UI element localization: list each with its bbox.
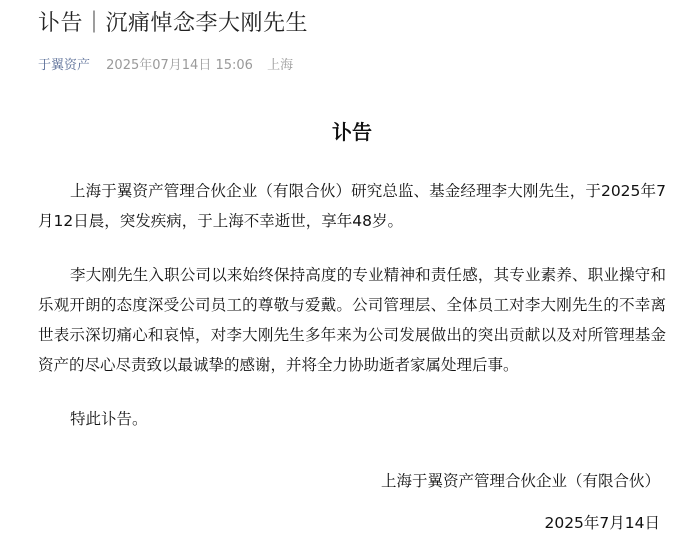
publish-location: 上海 (267, 58, 294, 73)
author-link[interactable]: 于翼资产 (38, 58, 91, 73)
notice-paragraph-2: 李大刚先生入职公司以来始终保持高度的专业精神和责任感，其专业素养、职业操守和乐观开朗的态度深受公司员工的尊敬与爱戴。公司管理层、全体员工对李大刚先生的不幸离世表示深切痛心和哀悼，对李大刚先生多年来为公司发展做出的突出贡献以及对所管理基金资产的尽心尽责致以最诚挚的感谢，并将全力协助逝者家属处理后事。 (38, 266, 666, 374)
notice-closing: 特此讣告。 (70, 410, 148, 428)
notice-body (38, 116, 666, 538)
signature-date: 2025年7月14日 (544, 514, 660, 532)
article-header (38, 8, 680, 73)
notice-paragraph-1: 上海于翼资产管理合伙企业（有限合伙）研究总监、基金经理李大刚先生，于2025年7月12日晨，突发疾病，于上海不幸逝世，享年48岁。 (38, 182, 666, 230)
signature-block (38, 466, 666, 538)
publish-datetime: 2025年07月14日 15:06 (106, 58, 253, 73)
article-title: 讣告｜沉痛悼念李大刚先生 (38, 11, 309, 36)
notice-heading: 讣告 (332, 120, 372, 144)
signature-organization: 上海于翼资产管理合伙企业（有限合伙） (380, 472, 660, 490)
article-meta (38, 54, 680, 73)
